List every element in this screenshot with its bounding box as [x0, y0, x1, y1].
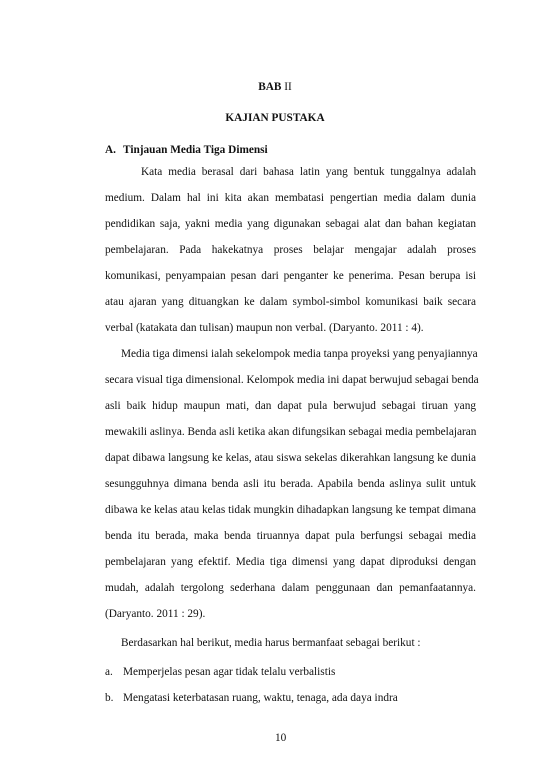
paragraph2-line: (Daryanto. 2011 : 29).: [105, 608, 206, 620]
paragraph2-line: benda itu berada, maka benda tiruannya dapat pula berfungsi sebagai media: [105, 530, 476, 542]
list-marker: b.: [105, 692, 114, 704]
paragraph2-line: mewakili aslinya. Benda asli ketika akan difungsikan sebagai media pembelajaran: [105, 426, 477, 438]
section-heading: Tinjauan Media Tiga Dimensi: [123, 144, 268, 156]
chapter-number: II: [284, 81, 292, 93]
paragraph2-line: mudah, adalah tergolong sederhana dalam penggunaan dan pemanfaatannya.: [105, 582, 476, 594]
chapter-heading: [0, 80, 550, 94]
paragraph2-line: asli baik hidup maupun mati, dan dapat pula berwujud sebagai tiruan yang: [105, 400, 476, 412]
paragraph2-line: secara visual tiga dimensional. Kelompok media ini dapat berwujud sebagai benda: [105, 374, 479, 386]
paragraph1-line: pendidikan saja, yakni media yang digunakan sebagai alat dan bahan kegiatan: [105, 218, 476, 230]
paragraph2-line: Media tiga dimensi ialah sekelompok media tanpa proyeksi yang penyajiannya: [121, 348, 478, 360]
paragraph2-line: sesungguhnya dimana benda asli itu berada. Apabila benda aslinya sulit untuk: [105, 478, 476, 490]
paragraph2-line: dibawa ke kelas atau kelas tidak mungkin dihadapkan langsung ke tempat dimana: [105, 504, 476, 516]
paragraph1-line: komunikasi, penyampaian pesan dari penganter ke penerima. Pesan berupa isi: [105, 270, 476, 282]
paragraph2-line: pembelajaran yang efektif. Media tiga dimensi yang dapat diproduksi dengan: [105, 556, 476, 568]
section-letter: A.: [105, 144, 116, 156]
paragraph1-line: Kata media berasal dari bahasa latin yang bentuk tunggalnya adalah: [141, 166, 476, 178]
page-number: 10: [275, 732, 287, 744]
list-item: Memperjelas pesan agar tidak telalu verbalistis: [123, 666, 336, 678]
paragraph1-line: medium. Dalam hal ini kita akan membatasi pengertian media dalam dunia: [105, 192, 476, 204]
list-item: Mengatasi keterbatasan ruang, waktu, tenaga, ada daya indra: [123, 692, 398, 704]
chapter-label: BAB: [258, 81, 282, 93]
list-marker: a.: [105, 666, 113, 678]
paragraph2-line: dapat dibawa langsung ke kelas, atau siswa sekelas dikerahkan langsung ke dunia: [105, 452, 476, 464]
paragraph1-line: pembelajaran. Pada hakekatnya proses belajar mengajar adalah proses: [105, 244, 476, 256]
paragraph1-line: verbal (katakata dan tulisan) maupun non verbal. (Daryanto. 2011 : 4).: [105, 322, 424, 334]
chapter-title: KAJIAN PUSTAKA: [225, 112, 325, 124]
paragraph1-line: atau ajaran yang dituangkan ke dalam symbol-simbol komunikasi baik secara: [105, 296, 476, 308]
list-intro: Berdasarkan hal berikut, media harus bermanfaat sebagai berikut :: [121, 637, 421, 649]
